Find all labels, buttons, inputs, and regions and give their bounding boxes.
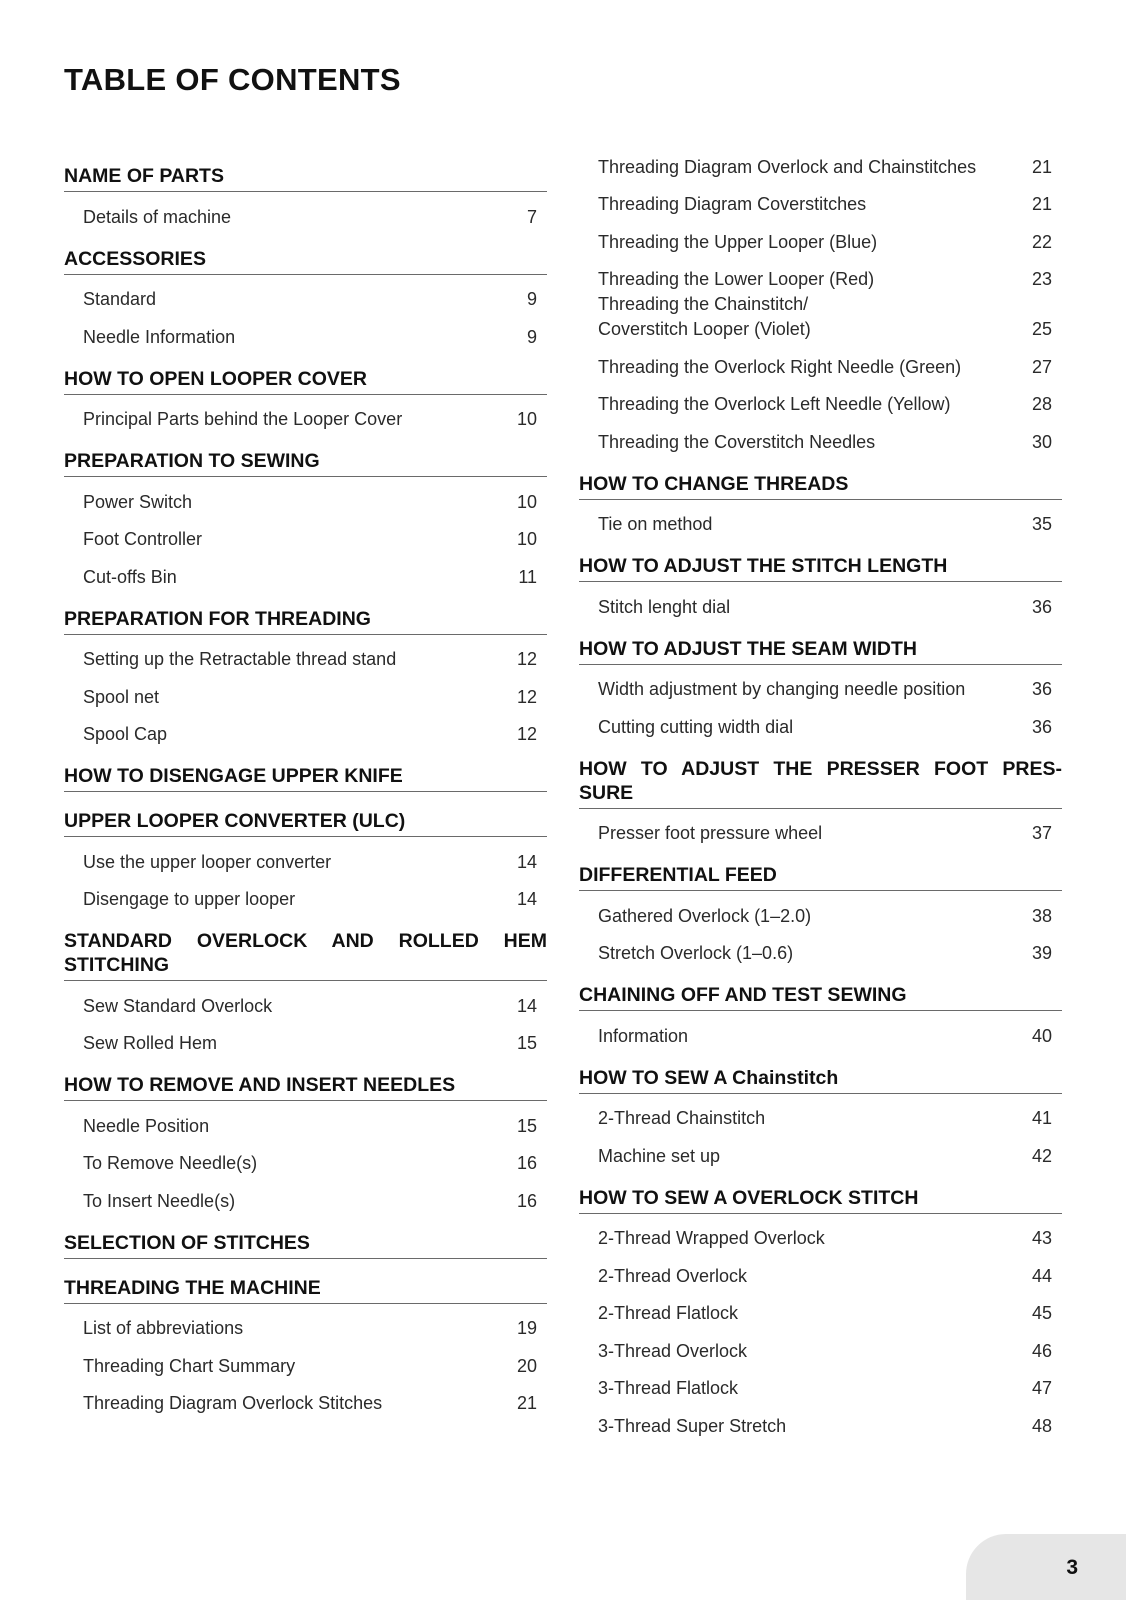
toc-entry[interactable] bbox=[64, 552, 547, 590]
toc-entry[interactable] bbox=[579, 1131, 1062, 1169]
toc-section bbox=[64, 1231, 547, 1259]
toc-entry-list bbox=[64, 1304, 547, 1417]
toc-entry-label: 3-Thread Super Stretch bbox=[598, 1415, 787, 1436]
toc-entry-list bbox=[579, 809, 1062, 847]
toc-entry-label: Tie on method bbox=[598, 514, 713, 534]
toc-entry-page: 12 bbox=[516, 724, 537, 744]
toc-entry-page: 21 bbox=[1031, 194, 1052, 214]
toc-entry[interactable] bbox=[64, 981, 547, 1019]
toc-section-heading[interactable]: PREPARATION FOR THREADING bbox=[64, 607, 547, 635]
toc-entry[interactable] bbox=[64, 710, 547, 748]
toc-section-heading[interactable]: PREPARATION TO SEWING bbox=[64, 449, 547, 477]
toc-section bbox=[579, 637, 1062, 740]
toc-entry-list bbox=[579, 500, 1062, 538]
toc-section-heading[interactable]: SELECTION OF STITCHES bbox=[64, 1231, 547, 1259]
toc-entry-page: 10 bbox=[516, 529, 537, 549]
toc-section bbox=[64, 247, 547, 350]
toc-entry-label: Threading the Chainstitch/ Coverstitch Looper (Violet) bbox=[598, 294, 811, 339]
toc-entry-page: 19 bbox=[516, 1318, 537, 1338]
toc-section bbox=[64, 764, 547, 792]
toc-entry[interactable] bbox=[579, 1289, 1062, 1327]
toc-entry[interactable] bbox=[64, 837, 547, 875]
toc-entry-label: Threading the Overlock Right Needle (Green) bbox=[598, 356, 962, 377]
toc-section-heading[interactable]: NAME OF PARTS bbox=[64, 164, 547, 192]
toc-entry-label: Power Switch bbox=[83, 491, 193, 512]
toc-entry-label: Sew Rolled Hem bbox=[83, 1033, 218, 1053]
toc-entry[interactable] bbox=[579, 929, 1062, 967]
toc-entry[interactable] bbox=[64, 1379, 547, 1417]
toc-entry-list bbox=[64, 395, 547, 433]
toc-section bbox=[579, 983, 1062, 1049]
toc-entry-page: 22 bbox=[1031, 231, 1052, 252]
toc-section bbox=[579, 863, 1062, 966]
toc-entry[interactable] bbox=[579, 255, 1062, 293]
toc-section-heading[interactable]: ACCESSORIES bbox=[64, 247, 547, 275]
toc-entry[interactable] bbox=[579, 891, 1062, 929]
toc-entry-list bbox=[64, 477, 547, 590]
toc-entry-label: Presser foot pressure wheel bbox=[598, 823, 823, 843]
toc-entry-page: 12 bbox=[516, 649, 537, 669]
toc-entry[interactable] bbox=[64, 1176, 547, 1214]
toc-entry[interactable] bbox=[579, 142, 1062, 180]
toc-entry-label: Disengage to upper looper bbox=[83, 889, 296, 909]
toc-section bbox=[64, 1276, 547, 1417]
toc-entry-page: 41 bbox=[1031, 1108, 1052, 1128]
toc-entry-page: 44 bbox=[1031, 1265, 1052, 1286]
page-title: TABLE OF CONTENTS bbox=[64, 62, 401, 97]
toc-entry-page: 23 bbox=[1031, 269, 1052, 289]
toc-entry-list bbox=[579, 1011, 1062, 1049]
toc-entry-list bbox=[64, 635, 547, 748]
toc-entry-page: 43 bbox=[1031, 1228, 1052, 1248]
toc-entry-label: Cut-offs Bin bbox=[83, 566, 177, 587]
toc-section bbox=[64, 164, 547, 230]
toc-entry[interactable] bbox=[64, 635, 547, 673]
toc-entry-label: Spool net bbox=[83, 686, 160, 707]
toc-section bbox=[64, 449, 547, 590]
toc-section-heading[interactable]: STANDARD OVERLOCK AND ROLLED HEM STITCHING bbox=[64, 929, 547, 981]
toc-entry-label: Width adjustment by changing needle position bbox=[598, 679, 966, 699]
toc-entry-page: 20 bbox=[516, 1355, 537, 1376]
toc-entry[interactable] bbox=[579, 1401, 1062, 1439]
toc-entry-list bbox=[579, 891, 1062, 966]
toc-entry-label: 2-Thread Flatlock bbox=[598, 1303, 739, 1323]
toc-entry[interactable] bbox=[579, 1251, 1062, 1289]
toc-entry[interactable] bbox=[64, 192, 547, 230]
toc-entry[interactable] bbox=[579, 417, 1062, 455]
toc-entry[interactable] bbox=[579, 582, 1062, 620]
toc-entry-label: Threading the Lower Looper (Red) bbox=[598, 269, 875, 289]
toc-entry-label: Needle Position bbox=[83, 1115, 210, 1136]
toc-section-heading[interactable]: HOW TO CHANGE THREADS bbox=[579, 472, 1062, 500]
toc-section bbox=[64, 367, 547, 433]
toc-entry-label: Threading the Coverstitch Needles bbox=[598, 431, 876, 452]
toc-entry[interactable] bbox=[579, 180, 1062, 218]
toc-entry[interactable] bbox=[579, 292, 1062, 342]
toc-entry-label: Threading Chart Summary bbox=[83, 1355, 296, 1376]
toc-entry-page: 14 bbox=[516, 889, 537, 909]
toc-entry-page: 30 bbox=[1031, 431, 1052, 452]
toc-entry-page: 47 bbox=[1031, 1378, 1052, 1398]
toc-entry[interactable] bbox=[64, 1019, 547, 1057]
toc-entry-page: 42 bbox=[1031, 1145, 1052, 1166]
toc-entry-label: Needle Information bbox=[83, 326, 236, 347]
toc-entry[interactable] bbox=[579, 809, 1062, 847]
toc-section bbox=[64, 809, 547, 912]
toc-entry-label: Use the upper looper converter bbox=[83, 851, 332, 872]
toc-entry[interactable] bbox=[579, 1214, 1062, 1252]
toc-entry-list bbox=[64, 1101, 547, 1214]
toc-entry[interactable] bbox=[64, 395, 547, 433]
toc-entry[interactable] bbox=[579, 342, 1062, 380]
toc-entry-label: Details of machine bbox=[83, 206, 232, 227]
toc-section bbox=[64, 1073, 547, 1214]
toc-entry-page: 14 bbox=[516, 851, 537, 872]
toc-entry[interactable] bbox=[579, 702, 1062, 740]
toc-entry[interactable] bbox=[64, 672, 547, 710]
page-number-tab bbox=[966, 1534, 1126, 1600]
toc-entry-label: Spool Cap bbox=[83, 724, 168, 744]
toc-entry[interactable] bbox=[64, 875, 547, 913]
toc-entry-label: Stretch Overlock (1–0.6) bbox=[598, 943, 794, 963]
toc-entry-page: 12 bbox=[516, 686, 537, 707]
toc-entry[interactable] bbox=[579, 1364, 1062, 1402]
toc-entry[interactable] bbox=[64, 1341, 547, 1379]
toc-section-heading[interactable]: HOW TO SEW A Chainstitch bbox=[579, 1066, 1062, 1094]
toc-entry[interactable] bbox=[64, 312, 547, 350]
toc-entry[interactable] bbox=[579, 1094, 1062, 1132]
toc-entry-label: Gathered Overlock (1–2.0) bbox=[598, 905, 812, 926]
toc-section-heading[interactable]: HOW TO ADJUST THE PRESSER FOOT PRES-SURE bbox=[579, 757, 1062, 809]
toc-entry[interactable] bbox=[64, 1139, 547, 1177]
toc-entry-label: To Remove Needle(s) bbox=[83, 1153, 258, 1173]
toc-entry-page: 16 bbox=[516, 1153, 537, 1173]
toc-section-heading[interactable]: HOW TO OPEN LOOPER COVER bbox=[64, 367, 547, 395]
toc-entry[interactable] bbox=[579, 380, 1062, 418]
toc-entry[interactable] bbox=[64, 1101, 547, 1139]
toc-entry-page: 16 bbox=[516, 1190, 537, 1211]
toc-entry[interactable] bbox=[64, 275, 547, 313]
toc-entry-label: Machine set up bbox=[598, 1145, 721, 1166]
toc-continued-entries bbox=[579, 142, 1062, 455]
toc-entry-list bbox=[579, 665, 1062, 740]
toc-entry-label: Setting up the Retractable thread stand bbox=[83, 649, 397, 669]
toc-entry-label: Threading Diagram Overlock Stitches bbox=[83, 1393, 383, 1413]
toc-entry-label: To Insert Needle(s) bbox=[83, 1190, 236, 1211]
toc-entry-page: 9 bbox=[526, 289, 537, 309]
toc-entry-page: 37 bbox=[1031, 823, 1052, 843]
toc-entry-list bbox=[579, 582, 1062, 620]
toc-column-left bbox=[64, 164, 547, 1433]
toc-entry-label: Stitch lenght dial bbox=[598, 596, 731, 617]
toc-section bbox=[579, 554, 1062, 620]
toc-entry[interactable] bbox=[579, 665, 1062, 703]
toc-section-heading[interactable]: HOW TO DISENGAGE UPPER KNIFE bbox=[64, 764, 547, 792]
toc-entry-label: 2-Thread Chainstitch bbox=[598, 1108, 766, 1128]
toc-entry-label: 3-Thread Flatlock bbox=[598, 1378, 739, 1398]
toc-entry-label: Information bbox=[598, 1025, 689, 1046]
toc-entry-page: 15 bbox=[516, 1115, 537, 1136]
toc-entry-page: 36 bbox=[1031, 596, 1052, 617]
toc-entry-label: Threading the Upper Looper (Blue) bbox=[598, 231, 878, 252]
toc-entry-page: 48 bbox=[1031, 1415, 1052, 1436]
toc-entry[interactable] bbox=[64, 477, 547, 515]
toc-section bbox=[579, 472, 1062, 538]
toc-entry-page: 7 bbox=[526, 206, 537, 227]
toc-entry-page: 38 bbox=[1031, 905, 1052, 926]
toc-entry-label: Sew Standard Overlock bbox=[83, 995, 273, 1016]
toc-entry-page: 40 bbox=[1031, 1025, 1052, 1046]
toc-entry-list bbox=[64, 275, 547, 350]
toc-entry[interactable] bbox=[64, 1304, 547, 1342]
toc-entry-page: 45 bbox=[1031, 1303, 1052, 1323]
toc-entry-label: Standard bbox=[83, 289, 157, 309]
toc-section-heading[interactable]: HOW TO REMOVE AND INSERT NEEDLES bbox=[64, 1073, 547, 1101]
toc-section-heading[interactable]: HOW TO ADJUST THE STITCH LENGTH bbox=[579, 554, 1062, 582]
toc-entry-page: 28 bbox=[1031, 394, 1052, 414]
toc-entry-page: 11 bbox=[518, 566, 537, 587]
toc-entry-page: 35 bbox=[1031, 514, 1052, 534]
toc-section-heading[interactable]: DIFFERENTIAL FEED bbox=[579, 863, 1062, 891]
toc-entry-list bbox=[579, 1214, 1062, 1439]
toc-entry-label: Threading Diagram Coverstitches bbox=[598, 194, 867, 214]
toc-entry-label: List of abbreviations bbox=[83, 1318, 244, 1338]
toc-section-heading[interactable]: HOW TO ADJUST THE SEAM WIDTH bbox=[579, 637, 1062, 665]
toc-entry-label: 3-Thread Overlock bbox=[598, 1340, 748, 1361]
toc-entry-page: 10 bbox=[516, 491, 537, 512]
toc-entry-page: 14 bbox=[516, 995, 537, 1016]
toc-entry[interactable] bbox=[579, 217, 1062, 255]
toc-section bbox=[64, 929, 547, 1056]
toc-entry-label: Foot Controller bbox=[83, 529, 203, 549]
toc-entry-label: 2-Thread Wrapped Overlock bbox=[598, 1228, 825, 1248]
toc-section-heading[interactable]: THREADING THE MACHINE bbox=[64, 1276, 547, 1304]
toc-section-heading[interactable]: HOW TO SEW A OVERLOCK STITCH bbox=[579, 1186, 1062, 1214]
toc-entry-list bbox=[64, 837, 547, 912]
toc-entry[interactable] bbox=[579, 1326, 1062, 1364]
toc-entry-page: 36 bbox=[1031, 679, 1052, 699]
toc-entry-list bbox=[579, 1094, 1062, 1169]
toc-entry-page: 10 bbox=[516, 409, 537, 429]
toc-entry-list bbox=[64, 981, 547, 1056]
toc-entry-page: 27 bbox=[1031, 356, 1052, 377]
toc-entry-label: 2-Thread Overlock bbox=[598, 1265, 748, 1286]
toc-entry-page: 15 bbox=[516, 1033, 537, 1053]
page-number: 3 bbox=[1066, 1556, 1078, 1579]
toc-entry-label: Threading Diagram Overlock and Chainstitches bbox=[598, 156, 977, 177]
toc-section bbox=[579, 1066, 1062, 1169]
toc-entry-page: 9 bbox=[526, 326, 537, 347]
toc-entry-page: 36 bbox=[1031, 716, 1052, 737]
toc-section bbox=[64, 607, 547, 748]
toc-entry-page: 46 bbox=[1031, 1340, 1052, 1361]
toc-entry-label: Threading the Overlock Left Needle (Yellow) bbox=[598, 394, 951, 414]
toc-entry-page: 39 bbox=[1031, 943, 1052, 963]
toc-entry-label: Cutting cutting width dial bbox=[598, 716, 794, 737]
toc-entry[interactable] bbox=[64, 515, 547, 553]
toc-section-heading[interactable]: CHAINING OFF AND TEST SEWING bbox=[579, 983, 1062, 1011]
toc-section bbox=[579, 1186, 1062, 1439]
toc-column-right bbox=[579, 142, 1062, 1456]
toc-entry-page: 21 bbox=[1031, 156, 1052, 177]
toc-entry-list bbox=[64, 192, 547, 230]
toc-entry[interactable] bbox=[579, 500, 1062, 538]
toc-entry-page: 25 bbox=[1031, 319, 1052, 339]
toc-entry-label: Principal Parts behind the Looper Cover bbox=[83, 409, 403, 429]
toc-section-heading[interactable]: UPPER LOOPER CONVERTER (ULC) bbox=[64, 809, 547, 837]
toc-entry-page: 21 bbox=[516, 1393, 537, 1413]
toc-entry[interactable] bbox=[579, 1011, 1062, 1049]
toc-section bbox=[579, 757, 1062, 847]
